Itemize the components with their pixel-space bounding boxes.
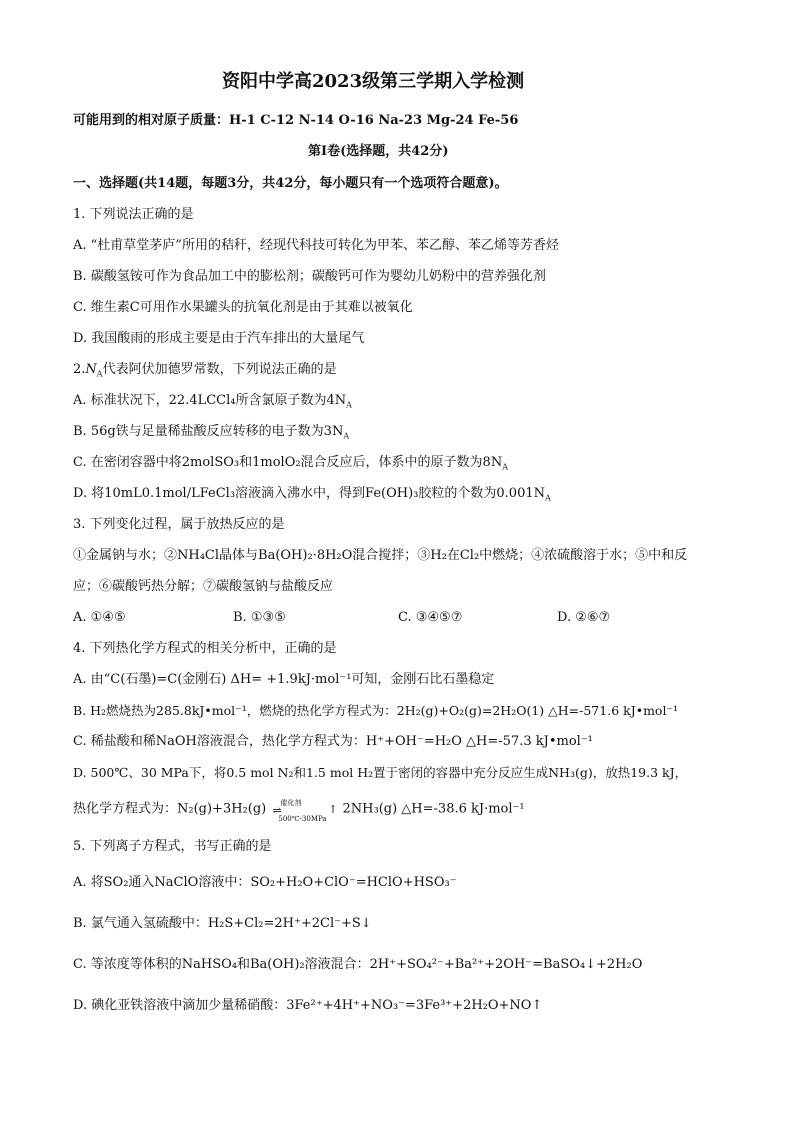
subscript-a: A: [545, 493, 551, 503]
arrow-up-icon: ↑: [328, 803, 338, 816]
question-4-stem: 4. 下列热化学方程式的相关分析中，正确的是: [73, 641, 337, 656]
avogadro-symbol: N: [85, 362, 97, 377]
question-4-option-b: B. H₂燃烧热为285.8kJ•mol⁻¹，燃烧的热化学方程式为：2H₂(g)+O₂(g)=2H₂O(1) △H=-571.6 kJ•mol⁻¹: [73, 703, 679, 718]
question-2-option-b-text: B. 56g铁与足量稀盐酸反应转移的电子数为3N: [73, 424, 344, 439]
equation-products: 2NH₃(g) △H=-38.6 kJ·mol⁻¹: [342, 801, 525, 817]
question-2-text: 代表阿伏加德罗常数，下列说法正确的是: [102, 362, 337, 377]
question-2-stem: [73, 361, 337, 379]
reversible-arrow-icon: ⇌: [272, 804, 282, 817]
question-2-number: 2.: [73, 362, 86, 377]
question-3-option-c: C. ③④⑤⑦: [398, 610, 463, 625]
question-5-option-d: D. 碘化亚铁溶液中滴加少量稀硝酸：3Fe²⁺+4H⁺+NO₃⁻=3Fe³⁺+2H₂O+NO↑: [73, 998, 543, 1013]
question-2-option-a: [73, 392, 352, 410]
question-3-list-line-1: ①金属钠与水；②NH₄Cl晶体与Ba(OH)₂·8H₂O混合搅拌；③H₂在Cl₂中燃烧；④浓硫酸溶于水；⑤中和反: [73, 548, 688, 563]
question-2-option-c-text: C. 在密闭容器中将2molSO₃和1molO₂混合反应后，体系中的原子数为8N: [73, 455, 503, 470]
question-1-option-c: C. 维生素C可用作水果罐头的抗氧化剂是由于其难以被氧化: [73, 300, 413, 315]
question-1-stem: 1. 下列说法正确的是: [73, 207, 194, 222]
section-heading: 一、选择题(共14题，每题3分，共42分，每小题只有一个选项符合题意)。: [73, 176, 508, 191]
question-2-option-b: [73, 423, 349, 441]
question-1-option-b: B. 碳酸氢铵可作为食品加工中的膨松剂；碳酸钙可作为婴幼儿奶粉中的营养强化剂: [73, 269, 546, 284]
subscript-a: A: [502, 462, 508, 472]
question-4-option-d-equation: [73, 799, 525, 823]
exam-title: 资阳中学高2023级第三学期入学检测: [222, 71, 525, 92]
part-heading: 第Ⅰ卷(选择题，共42分): [308, 144, 449, 159]
question-4-option-c: C. 稀盐酸和稀NaOH溶液混合，热化学方程式为：H⁺+OH⁻=H₂O △H=-57.3 kJ•mol⁻¹: [73, 734, 593, 749]
condition-label: 500℃-30MPa: [278, 815, 327, 823]
question-5-option-c: C. 等浓度等体积的NaHSO₄和Ba(OH)₂溶液混合：2H⁺+SO₄²⁻+Ba²⁺+2OH⁻=BaSO₄↓+2H₂O: [73, 957, 643, 972]
atomic-masses: 可能用到的相对原子质量：H-1 C-12 N-14 O-16 Na-23 Mg-24 Fe-56: [73, 113, 519, 128]
question-5-stem: 5. 下列离子方程式，书写正确的是: [73, 839, 272, 854]
question-3-list-line-2: 应；⑥碳酸钙热分解；⑦碳酸氢钠与盐酸反应: [73, 579, 334, 594]
equation-reactants: 热化学方程式为：N₂(g)+3H₂(g): [73, 801, 267, 817]
avogadro-subscript: A: [96, 369, 103, 379]
reaction-conditions: [270, 799, 338, 823]
question-5-option-b: B. 氯气通入氢硫酸中：H₂S+Cl₂=2H⁺+2Cl⁻+S↓: [73, 916, 372, 931]
question-4-option-a: A. 由“C(石墨)=C(金刚石) ΔH= +1.9kJ·mol⁻¹可知，金刚石比石墨稳定: [73, 672, 495, 687]
question-1-option-d: D. 我国酸雨的形成主要是由于汽车排出的大量尾气: [73, 331, 365, 346]
question-5-option-a: A. 将SO₂通入NaClO溶液中：SO₂+H₂O+ClO⁻=HClO+HSO₃⁻: [73, 875, 457, 890]
question-2-option-a-text: A. 标准状况下，22.4LCCl₄所含氯原子数为4N: [73, 393, 347, 408]
question-2-option-c: [73, 454, 508, 472]
question-3-option-d: D. ②⑥⑦: [557, 610, 611, 625]
question-1-option-a: A. “杜甫草堂茅庐”所用的秸秆，经现代科技可转化为甲苯、苯乙醇、苯乙烯等芳香烃: [73, 238, 559, 253]
catalyst-label: 催化剂: [280, 799, 302, 807]
question-4-option-d: D. 500℃、30 MPa下，将0.5 mol N₂和1.5 mol H₂置于密闭的容器中充分反应生成NH₃(g)，放热19.3 kJ，: [73, 765, 688, 780]
subscript-a: A: [343, 431, 350, 441]
question-3-option-b: B. ①③⑤: [233, 610, 286, 625]
subscript-a: A: [346, 400, 352, 410]
question-3-option-a: A. ①④⑤: [73, 610, 126, 625]
question-2-option-d-text: D. 将10mL0.1mol/LFeCl₃溶液滴入沸水中，得到Fe(OH)₃胶粒的个数为0.001N: [73, 486, 545, 501]
question-2-option-d: [73, 485, 551, 503]
question-3-stem: 3. 下列变化过程，属于放热反应的是: [73, 517, 285, 532]
